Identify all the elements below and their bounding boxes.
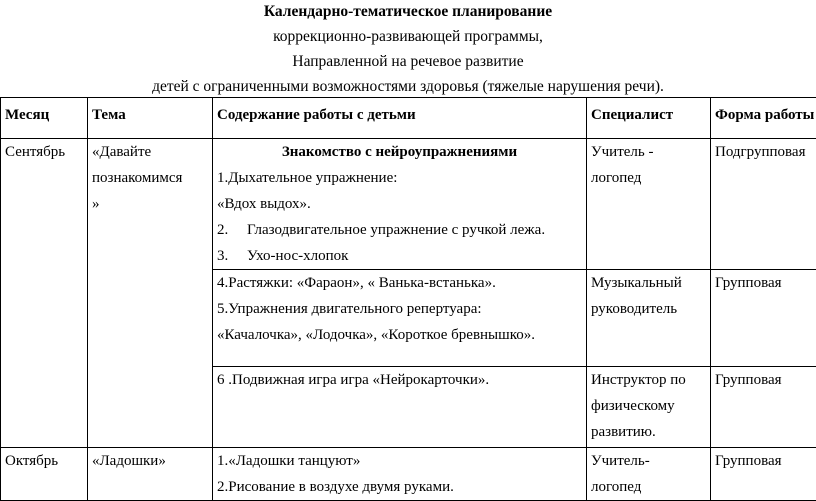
specialist-line: Музыкальный — [591, 270, 706, 296]
specialist-line: развитию. — [591, 419, 706, 445]
cell-topic-september — [88, 139, 213, 448]
cell-specialist — [587, 448, 711, 501]
cell-content — [213, 270, 587, 367]
cell-content — [213, 448, 587, 501]
cell-specialist — [587, 139, 711, 270]
planning-table — [0, 97, 816, 501]
table-row — [1, 139, 816, 270]
specialist-line: Учитель - — [591, 139, 706, 165]
content-line: 2.Рисование в воздухе двумя руками. — [217, 474, 582, 500]
specialist-line: руководитель — [591, 296, 706, 322]
list-text: Ухо-нос-хлопок — [247, 248, 348, 264]
specialist-line: логопед — [591, 474, 706, 500]
cell-specialist — [587, 367, 711, 448]
content-line: 1.«Ладошки танцуют» — [217, 448, 582, 474]
content-line: 6 .Подвижная игра игра «Нейрокарточки». — [217, 367, 582, 393]
subtitle-line-3: Направленной на речевое развитие — [0, 53, 816, 71]
content-line: «Качалочка», «Лодочка», «Короткое бревнышко». — [217, 322, 582, 348]
cell-topic-october — [88, 448, 213, 501]
cell-month-october: Октябрь — [1, 448, 88, 501]
cell-content — [213, 367, 587, 448]
content-line: 5.Упражнения двигательного репертуара: — [217, 296, 582, 322]
list-number: 3. — [217, 243, 247, 269]
column-header-specialist: Специалист — [587, 98, 711, 139]
cell-month-september: Сентябрь — [1, 139, 88, 448]
subtitle-line-2: коррекционно-развивающей программы, — [0, 28, 816, 46]
cell-form: Групповая — [711, 270, 816, 367]
document-title: Календарно-тематическое планирование — [0, 3, 816, 21]
cell-specialist — [587, 270, 711, 367]
content-line: «Вдох выдох». — [217, 191, 582, 217]
specialist-line: физическому — [591, 393, 706, 419]
table-row — [1, 448, 816, 501]
content-line — [217, 217, 582, 243]
column-header-form: Форма работы — [711, 98, 816, 139]
specialist-line: логопед — [591, 165, 706, 191]
content-heading: Знакомство с нейроупражнениями — [217, 139, 582, 165]
topic-line: познакомимся — [92, 165, 208, 191]
specialist-line: Инструктор по — [591, 367, 706, 393]
subtitle-line-4: детей с ограниченными возможностями здоровья (тяжелые нарушения речи). — [0, 78, 816, 96]
content-line: 4.Растяжки: «Фараон», « Ванька-встанька». — [217, 270, 582, 296]
content-line — [217, 243, 582, 269]
topic-line: «Ладошки» — [92, 448, 208, 474]
table-header-row — [1, 98, 816, 139]
cell-form: Подгрупповая — [711, 139, 816, 270]
specialist-line: Учитель- — [591, 448, 706, 474]
topic-line: «Давайте — [92, 139, 208, 165]
column-header-month: Месяц — [1, 98, 88, 139]
column-header-content: Содержание работы с детьми — [213, 98, 587, 139]
topic-line: » — [92, 191, 208, 217]
list-text: Глазодвигательное упражнение с ручкой лежа. — [247, 222, 545, 238]
cell-content — [213, 139, 587, 270]
list-number: 2. — [217, 217, 247, 243]
cell-form: Групповая — [711, 367, 816, 448]
cell-form: Групповая — [711, 448, 816, 501]
content-line: 1.Дыхательное упражнение: — [217, 165, 582, 191]
column-header-topic: Тема — [88, 98, 213, 139]
